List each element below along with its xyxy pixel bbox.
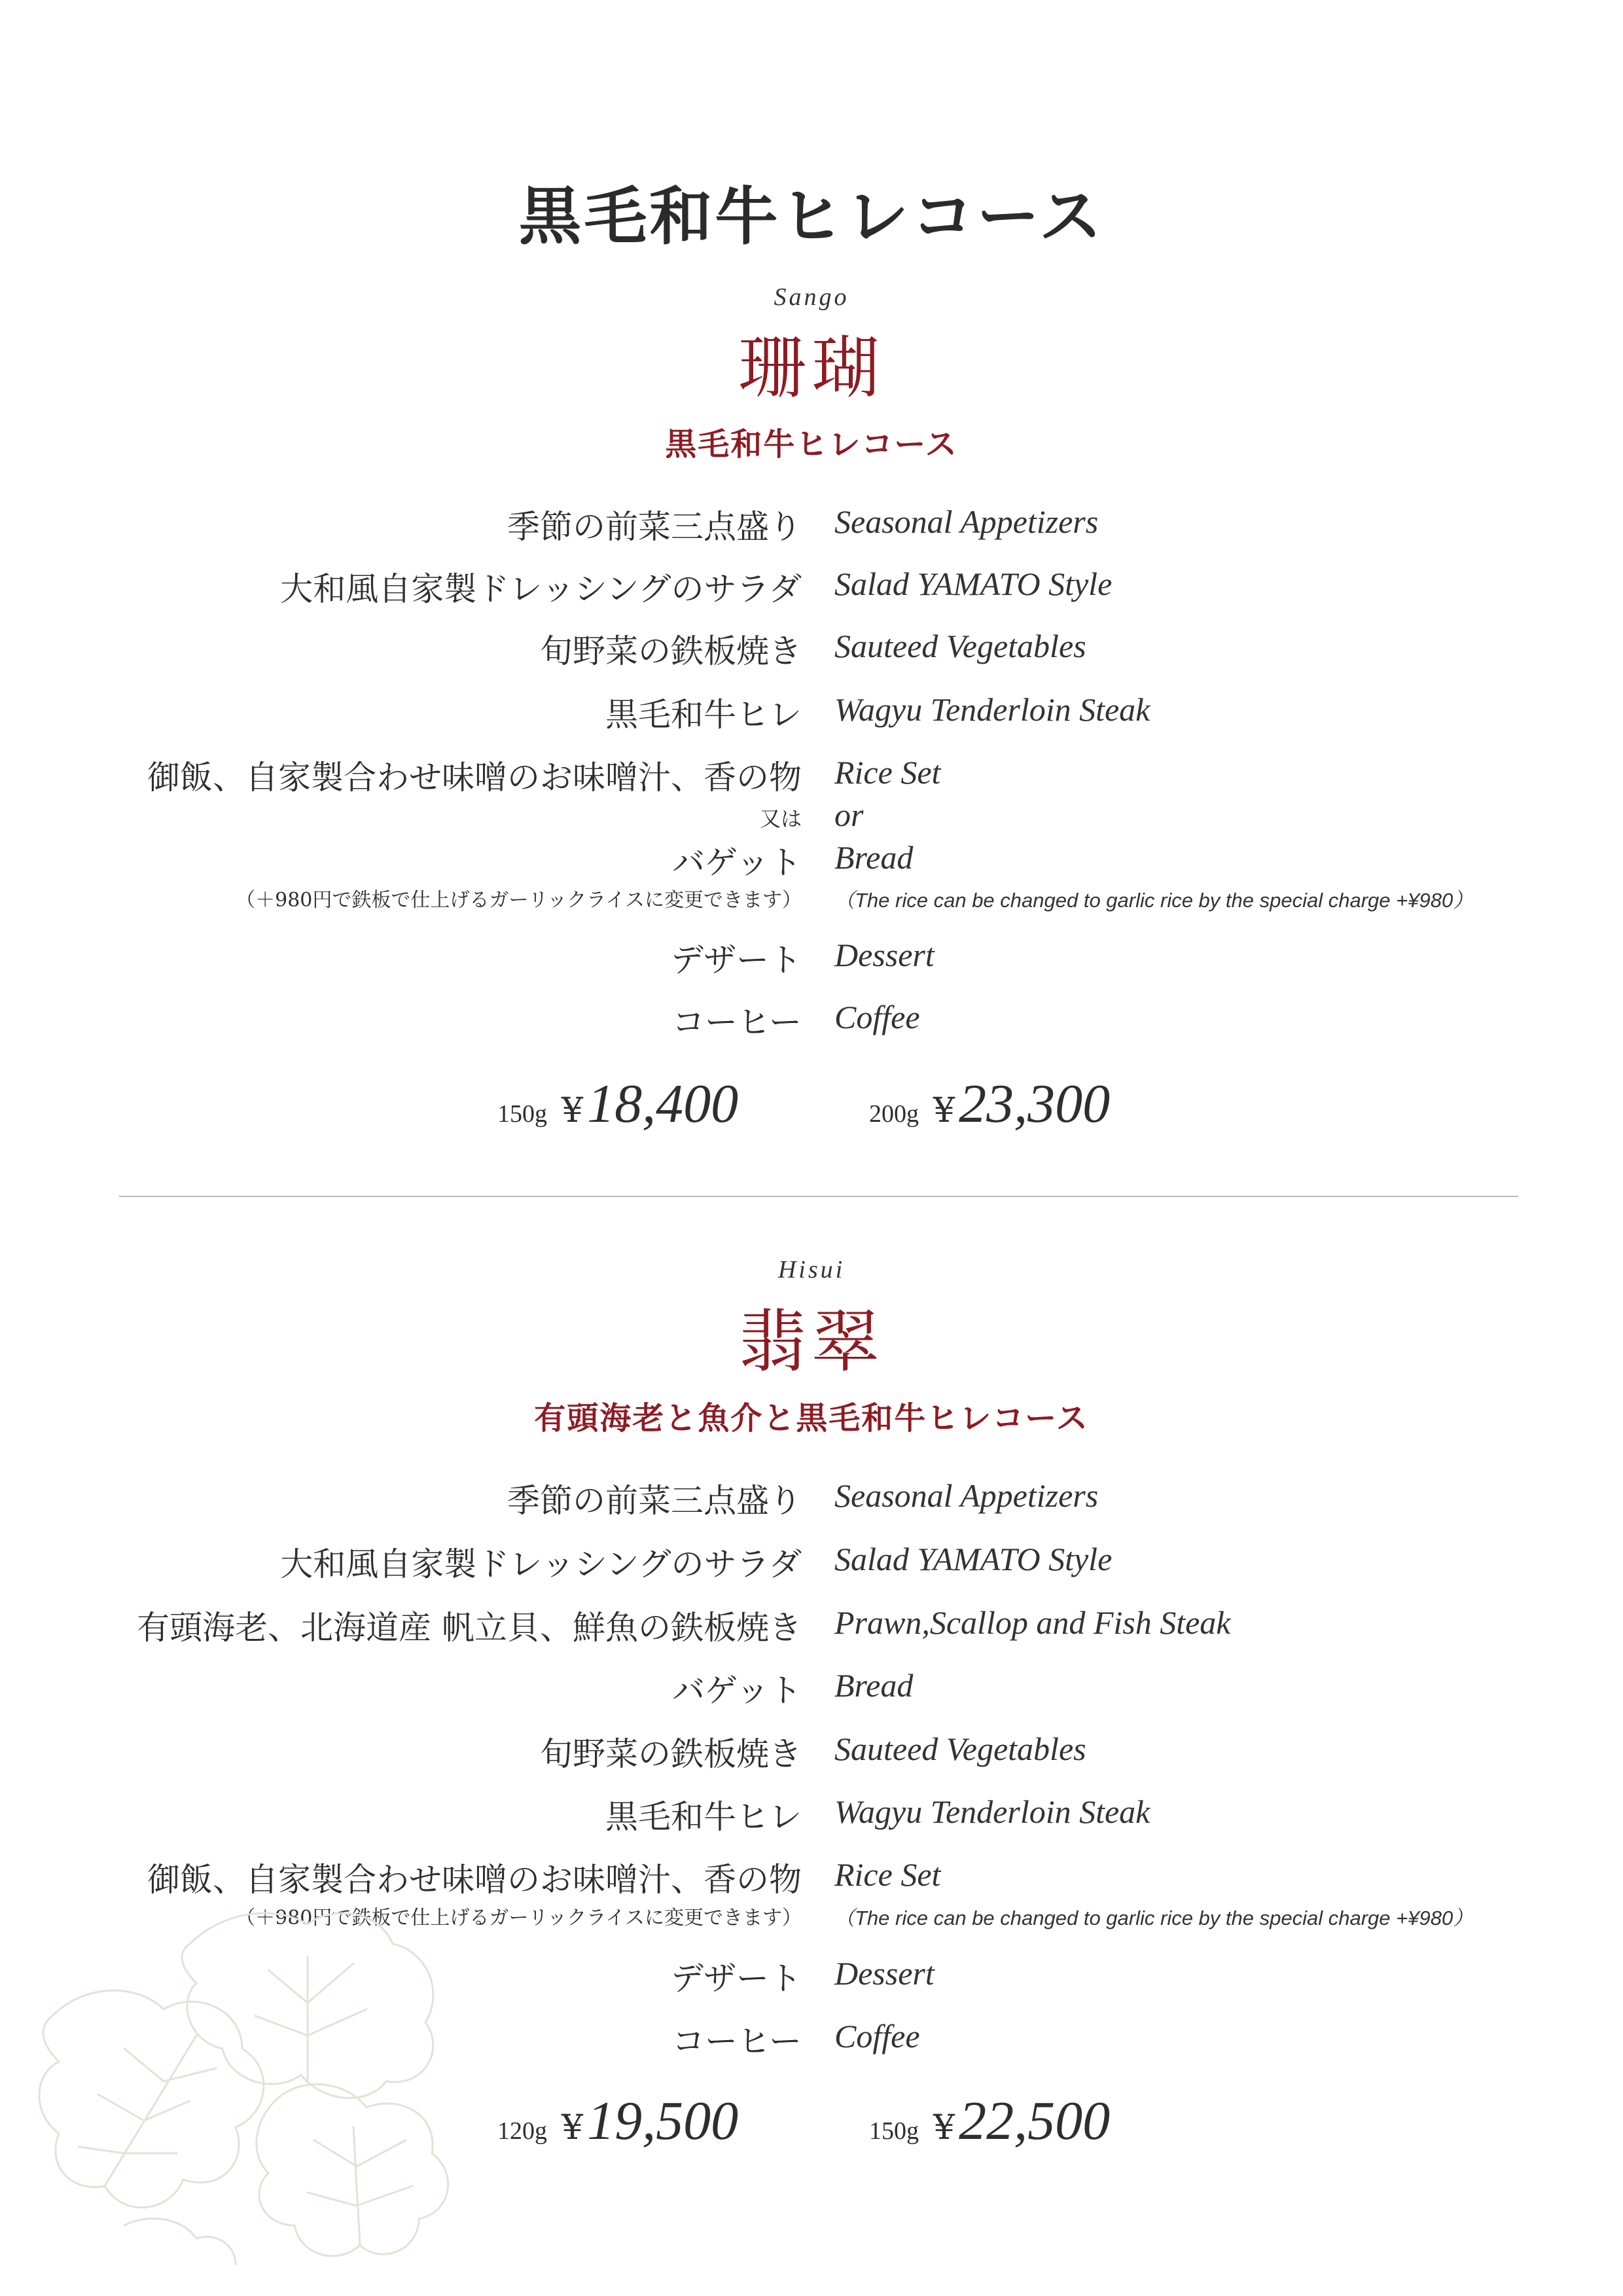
price-weight: 150g (869, 2117, 919, 2145)
yen-sign: ¥ (562, 2108, 584, 2147)
menu-item-en: Bread (834, 1667, 914, 1704)
menu-item-en: or (834, 797, 864, 833)
price-option (497, 2089, 738, 2153)
menu-item-jp: 御飯、自家製合わせ味噌のお味噌汁、香の物 (147, 1861, 802, 1899)
menu-item-en: Salad YAMATO Style (834, 565, 1113, 602)
decorative-leaves-icon (26, 1885, 497, 2278)
price-amount: 22,500 (959, 2090, 1111, 2151)
menu-item-jp: デザート (671, 941, 802, 979)
menu-item-en: Rice Set (834, 1856, 941, 1893)
menu-item-jp: バゲット (672, 844, 802, 882)
menu-item-en: Rice Set (834, 754, 941, 791)
menu-item-jp: 旬野菜の鉄板焼き (540, 1735, 802, 1773)
price-option (497, 1072, 738, 1136)
course-romaji: Hisui (777, 1256, 846, 1283)
course-romaji: Sango (774, 283, 849, 311)
menu-item-en: Wagyu Tenderloin Steak (834, 691, 1150, 728)
menu-item-jp: 旬野菜の鉄板焼き (540, 632, 802, 670)
menu-item-jp: バゲット (672, 1672, 802, 1710)
price-weight: 150g (497, 1100, 547, 1128)
menu-item-note-jp: （＋980円で鉄板で仕上げるガーリックライスに変更できます） (236, 1907, 802, 1929)
menu-item-en: Coffee (834, 2018, 920, 2054)
menu-item-jp: 季節の前菜三点盛り (507, 1482, 802, 1520)
menu-item-en: Salad YAMATO Style (834, 1541, 1113, 1577)
menu-item-en: Prawn,Scallop and Fish Steak (834, 1604, 1231, 1641)
price-option (869, 1072, 1110, 1136)
menu-item-en: Seasonal Appetizers (834, 1477, 1099, 1514)
price-weight: 120g (497, 2117, 547, 2145)
price-amount: 23,300 (959, 1073, 1111, 1134)
menu-item-jp: 黒毛和牛ヒレ (605, 696, 802, 734)
price-amount: 19,500 (587, 2090, 739, 2151)
menu-item-note-en: （The rice can be changed to garlic rice by the special charge +¥980） (834, 889, 1474, 912)
menu-item-jp: 黒毛和牛ヒレ (605, 1798, 802, 1836)
course-subtitle: 有頭海老と魚介と黒毛和牛ヒレコース (534, 1400, 1089, 1437)
section-divider (119, 1196, 1518, 1197)
menu-item-jp: コーヒー (672, 2022, 802, 2060)
yen-sign: ¥ (562, 1091, 584, 1130)
menu-item-jp: 有頭海老、北海道産 帆立貝、鮮魚の鉄板焼き (137, 1609, 802, 1647)
menu-item-jp: 又は (759, 806, 802, 831)
course-subtitle: 黒毛和牛ヒレコース (665, 426, 958, 463)
price-weight: 200g (869, 1100, 919, 1128)
yen-sign: ¥ (933, 1091, 955, 1130)
menu-item-en: Seasonal Appetizers (834, 503, 1099, 540)
menu-item-en: Sauteed Vegetables (834, 1731, 1086, 1767)
course-name: 翡翠 (738, 1302, 885, 1382)
menu-item-en: Bread (834, 839, 914, 876)
menu-item-en: Wagyu Tenderloin Steak (834, 1793, 1150, 1830)
price-option (869, 2089, 1110, 2153)
menu-item-jp: 御飯、自家製合わせ味噌のお味噌汁、香の物 (147, 759, 802, 797)
menu-item-jp: 季節の前菜三点盛り (507, 508, 802, 546)
menu-item-en: Sauteed Vegetables (834, 628, 1086, 664)
menu-item-jp: 大和風自家製ドレッシングのサラダ (280, 1545, 802, 1583)
course-name: 珊瑚 (738, 328, 885, 408)
menu-item-en: Dessert (834, 937, 935, 973)
price-amount: 18,400 (587, 1073, 739, 1134)
yen-sign: ¥ (933, 2108, 955, 2147)
menu-item-en: Coffee (834, 999, 920, 1035)
menu-item-note-jp: （＋980円で鉄板で仕上げるガーリックライスに変更できます） (236, 889, 802, 912)
menu-item-note-en: （The rice can be changed to garlic rice by the special charge +¥980） (834, 1907, 1474, 1929)
menu-item-en: Dessert (834, 1955, 935, 1992)
page-title: 黒毛和牛ヒレコース (518, 179, 1105, 253)
menu-item-jp: デザート (671, 1960, 802, 1998)
menu-item-jp: コーヒー (672, 1003, 802, 1041)
menu-item-jp: 大和風自家製ドレッシングのサラダ (280, 570, 802, 608)
